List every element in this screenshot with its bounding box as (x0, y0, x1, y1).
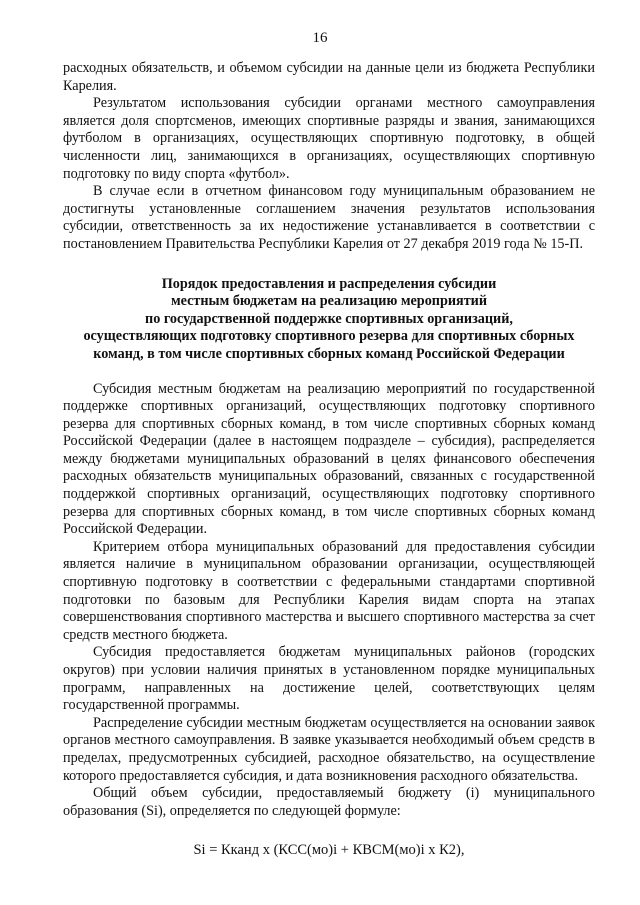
paragraph: Распределение субсидии местным бюджетам осуществляется на основании заявок органов местного самоуправления. В заявке указывается необходимый объем средств в пределах, предусмотренных субсидией, расходное обязательство, на осуществление которого предоставляется субсидия, и дата возникновения расходного обязательства. (63, 714, 595, 784)
page-number: 16 (312, 30, 328, 46)
paragraph: расходных обязательств, и объемом субсидии на данные цели из бюджета Республики Карелия. (63, 60, 595, 94)
paragraph: В случае если в отчетном финансовом году муниципальным образованием не достигнуты установленные соглашением значения результатов использования субсидии, ответственность за их недостижение устанавливается в соответствии с постановлением Правительства Республики Карелия от 27 декабря 2019 года № 15-П. (63, 183, 595, 252)
heading-line: по государственной поддержке спортивных организаций, (145, 310, 513, 327)
document-body (63, 60, 595, 860)
paragraph: Результатом использования субсидии органами местного самоуправления является доля спортсменов, имеющих спортивные разряды и звания, занимающихся футболом в организациях, осуществляющих спортивную подготовку, в общей численности лиц, занимающихся в организациях, осуществляющих спортивную подготовку по виду спорта «футбол». (63, 95, 595, 182)
formula: Si = Кканд х (КСС(мо)i + КВСМ(мо)i х К2), (193, 842, 465, 859)
paragraph: Критерием отбора муниципальных образований для предоставления субсидии является наличие в муниципальном образовании организации, осуществляющей спортивную подготовку в соответствии с федеральными стандартами спортивной подготовки по базовым для Республики Карелия видам спорта на этапах совершенствования спортивного мастерства и высшего спортивного мастерства за счет средств местного бюджета. (63, 538, 595, 643)
heading-line: осуществляющих подготовку спортивного резерва для спортивных сборных (83, 328, 575, 345)
heading-line: местным бюджетам на реализацию мероприятий (170, 293, 488, 310)
heading-line: Порядок предоставления и распределения субсидии (161, 275, 497, 292)
heading-line: команд, в том числе спортивных сборных команд Российской Федерации (93, 345, 565, 362)
paragraph: Субсидия местным бюджетам на реализацию мероприятий по государственной поддержке спортивных организаций, осуществляющих подготовку спортивного резерва для спортивных сборных команд, в том числе спортивных сборных команд Российской Федерации (далее в настоящем подразделе – субсидия), распределяется между бюджетами муниципальных образований в целях финансового обеспечения расходных обязательств муниципальных образований, связанных с государственной поддержкой спортивных организаций, осуществляющих подготовку спортивного резерва для спортивных сборных команд, в том числе спортивных сборных команд Российской Федерации. (63, 380, 595, 538)
section-heading (63, 276, 595, 364)
paragraph: Общий объем субсидии, предоставляемый бюджету (i) муниципального образования (Si), определяется по следующей формуле: (63, 785, 595, 819)
paragraph: Субсидия предоставляется бюджетам муниципальных районов (городских округов) при условии наличия принятых в установленном порядке муниципальных программ, направленных на достижение целей, соответствующих целям государственной программы. (63, 644, 595, 714)
